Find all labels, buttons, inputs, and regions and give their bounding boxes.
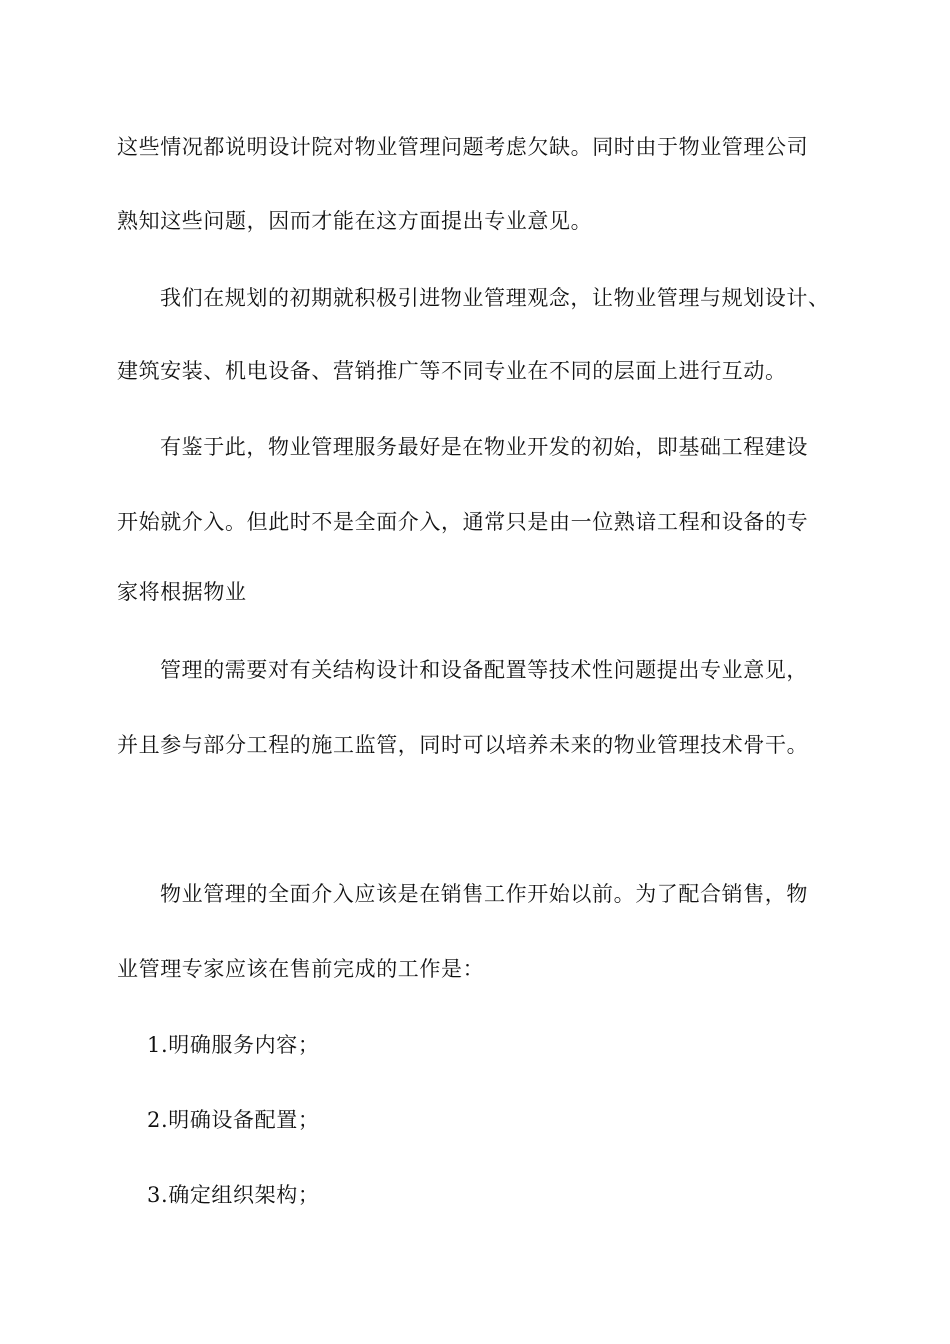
paragraph-line: 这些情况都说明设计院对物业管理问题考虑欠缺。同时由于物业管理公司 bbox=[117, 135, 809, 159]
paragraph-line: 熟知这些问题，因而才能在这方面提出专业意见。 bbox=[117, 209, 593, 233]
list-item: 1.明确服务内容； bbox=[147, 1033, 320, 1057]
paragraph-line: 开始就介入。但此时不是全面介入，通常只是由一位熟谙工程和设备的专 bbox=[117, 510, 809, 534]
paragraph-line: 有鉴于此，物业管理服务最好是在物业开发的初始，即基础工程建设 bbox=[160, 435, 808, 459]
list-item: 2.明确设备配置； bbox=[147, 1108, 320, 1132]
paragraph-line: 我们在规划的初期就积极引进物业管理观念，让物业管理与规划设计、 bbox=[160, 286, 830, 310]
paragraph-line: 管理的需要对有关结构设计和设备配置等技术性问题提出专业意见， bbox=[160, 658, 808, 682]
paragraph-line: 家将根据物业 bbox=[117, 580, 247, 604]
paragraph-line: 并且参与部分工程的施工监管，同时可以培养未来的物业管理技术骨干。 bbox=[117, 733, 809, 757]
paragraph-line: 物业管理的全面介入应该是在销售工作开始以前。为了配合销售，物 bbox=[160, 882, 808, 906]
paragraph-line: 业管理专家应该在售前完成的工作是： bbox=[117, 957, 485, 981]
list-item: 3.确定组织架构； bbox=[147, 1183, 320, 1207]
paragraph-line: 建筑安装、机电设备、营销推广等不同专业在不同的层面上进行互动。 bbox=[117, 359, 787, 383]
